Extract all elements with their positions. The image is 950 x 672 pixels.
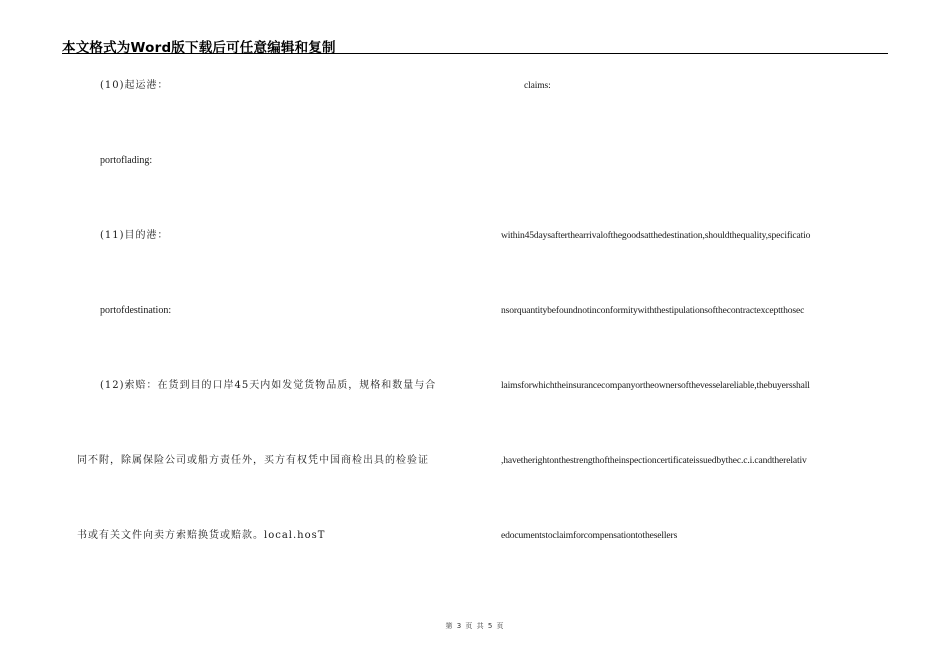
claims-cn-line-1: (12)索赔：在货到目的口岸45天内如发觉货物品质，规格和数量与合 xyxy=(100,380,437,391)
claims-en-line-5: edocumentstoclaimforcompensationtothesellers xyxy=(501,530,678,541)
port-of-destination-en: portofdestination: xyxy=(100,305,172,316)
page-header-title: 本文格式为Word版下载后可任意编辑和复制 xyxy=(62,40,336,56)
claims-en-heading: claims: xyxy=(524,80,551,91)
port-of-loading-en: portoflading: xyxy=(100,155,153,166)
claims-cn-line-2: 同不附，除属保险公司或船方责任外，买方有权凭中国商检出具的检验证 xyxy=(77,455,429,466)
header-divider xyxy=(62,53,888,54)
claims-en-line-4: ,havetherightonthestrengthoftheinspectioncertificateissuedbythec.c.i.candtherelativ xyxy=(501,455,807,466)
claims-cn-line-3: 书或有关文件向卖方索赔换货或赔款。local.hosT xyxy=(77,530,326,541)
port-of-loading-cn: (10)起运港： xyxy=(100,80,169,91)
port-of-destination-cn: (11)目的港： xyxy=(100,230,169,241)
page-number-footer: 第 3 页 共 5 页 xyxy=(445,622,505,630)
claims-en-line-1: within45daysafterthearrivalofthegoodsatthedestination,shouldthequality,specificatio xyxy=(501,230,811,241)
claims-en-line-2: nsorquantitybefoundnotinconformitywiththestipulationsofthecontractexceptthosec xyxy=(501,305,805,316)
claims-en-line-3: laimsforwhichtheinsurancecompanyortheownersofthevesselareliable,thebuyersshall xyxy=(501,380,810,391)
